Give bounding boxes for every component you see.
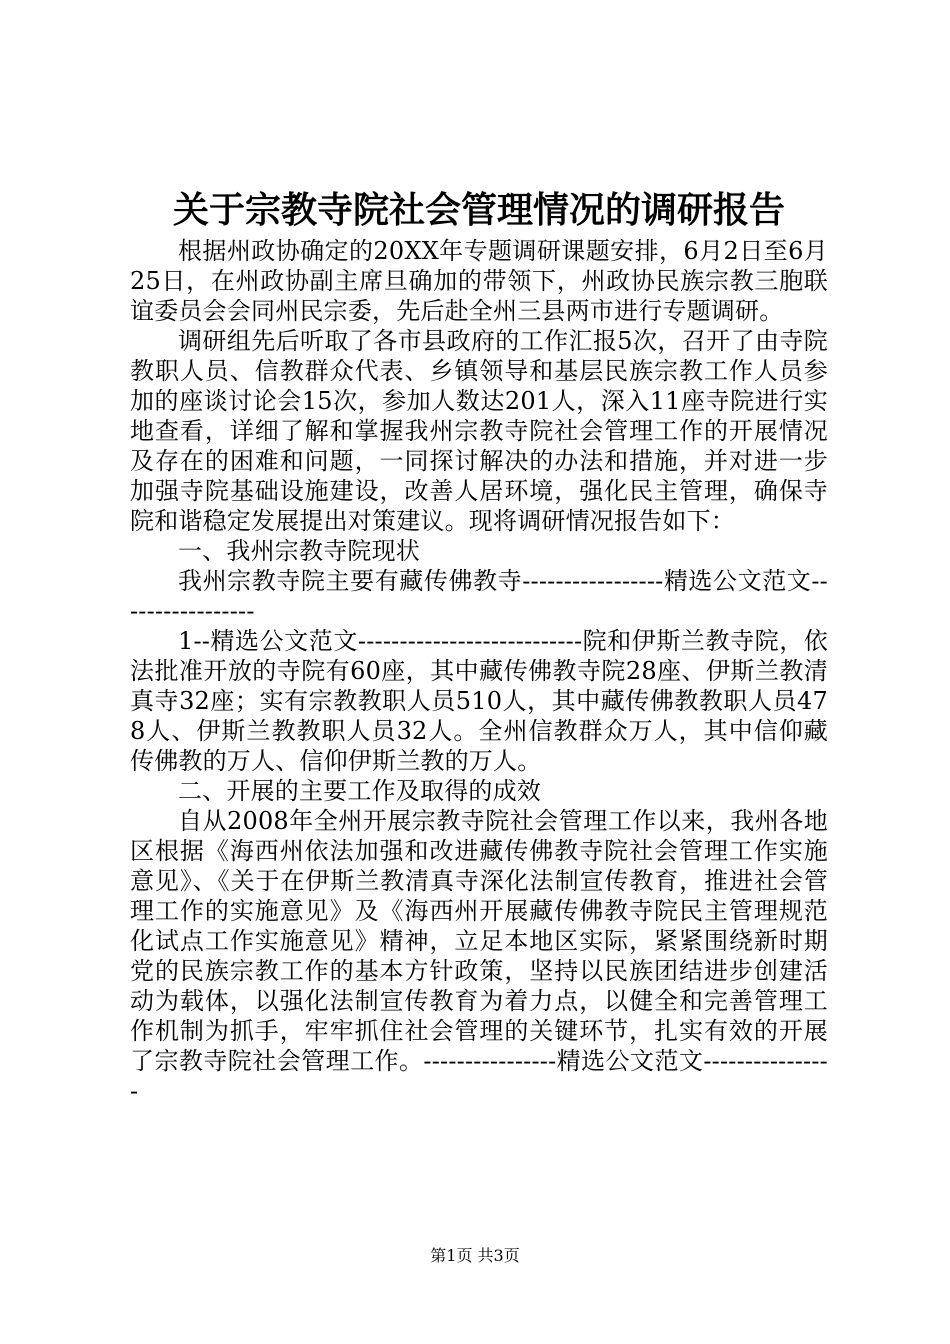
paragraph-intro: 根据州政协确定的20XX年专题调研课题安排，6月2日至6月25日，在州政协副主席旦确加的带领下，州政协民族宗教三胞联谊委员会会同州民宗委，先后赴全州三县两市进行专题调研。 (130, 237, 828, 325)
document-body (130, 236, 828, 1106)
section-heading-1: 一、我州宗教寺院现状 (178, 537, 420, 565)
paragraph-research-process: 调研组先后听取了各市县政府的工作汇报5次，召开了由寺院教职人员、信教群众代表、乡镇领导和基层民族宗教工作人员参加的座谈讨论会15次，参加人数达201人，深入11座寺院进行实地查看，详细了解和掌握我州宗教寺院社会管理工作的开展情况及存在的困难和问题，一同探讨解决的办法和措施，并对进一步加强寺院基础设施建设，改善人居环境，强化民主管理，确保寺院和谐稳定发展提出对策建议。现将调研情况报告如下： (130, 327, 828, 535)
page-footer: 第1页 共3页 (430, 1246, 520, 1265)
document-title: 关于宗教寺院社会管理情况的调研报告 (172, 189, 785, 231)
paragraph-temples-overview: 我州宗教寺院主要有藏传佛教寺-----------------精选公文范文----------------- (130, 567, 828, 625)
section-heading-2: 二、开展的主要工作及取得的成效 (178, 777, 541, 805)
paragraph-main-work: 自从2008年全州开展宗教寺院社会管理工作以来，我州各地区根据《海西州依法加强和改进藏传佛教寺院社会管理工作实施意见》、《关于在伊斯兰教清真寺深化法制宣传教育，推进社会管理工作的实施意见》及《海西州开展藏传佛教寺院民主管理规范化试点工作实施意见》精神，立足本地区实际，紧紧围绕新时期党的民族宗教工作的基本方针政策，坚持以民族团结进步创建活动为载体，以强化法制宣传教育为着力点，以健全和完善管理工作机制为抓手，牢牢抓住社会管理的关键环节，扎实有效的开展了宗教寺院社会管理工作。----------------精选公文范文---------------- (130, 807, 828, 1105)
paragraph-temples-statistics: 1--精选公文范文---------------------------院和伊斯兰教寺院，依法批准开放的寺院有60座，其中藏传佛教寺院28座、伊斯兰教清真寺32座；实有宗教教职人员510人，其中藏传佛教教职人员478人、伊斯兰教教职人员32人。全州信教群众万人，其中信仰藏传佛教的万人、信仰伊斯兰教的万人。 (130, 627, 828, 775)
